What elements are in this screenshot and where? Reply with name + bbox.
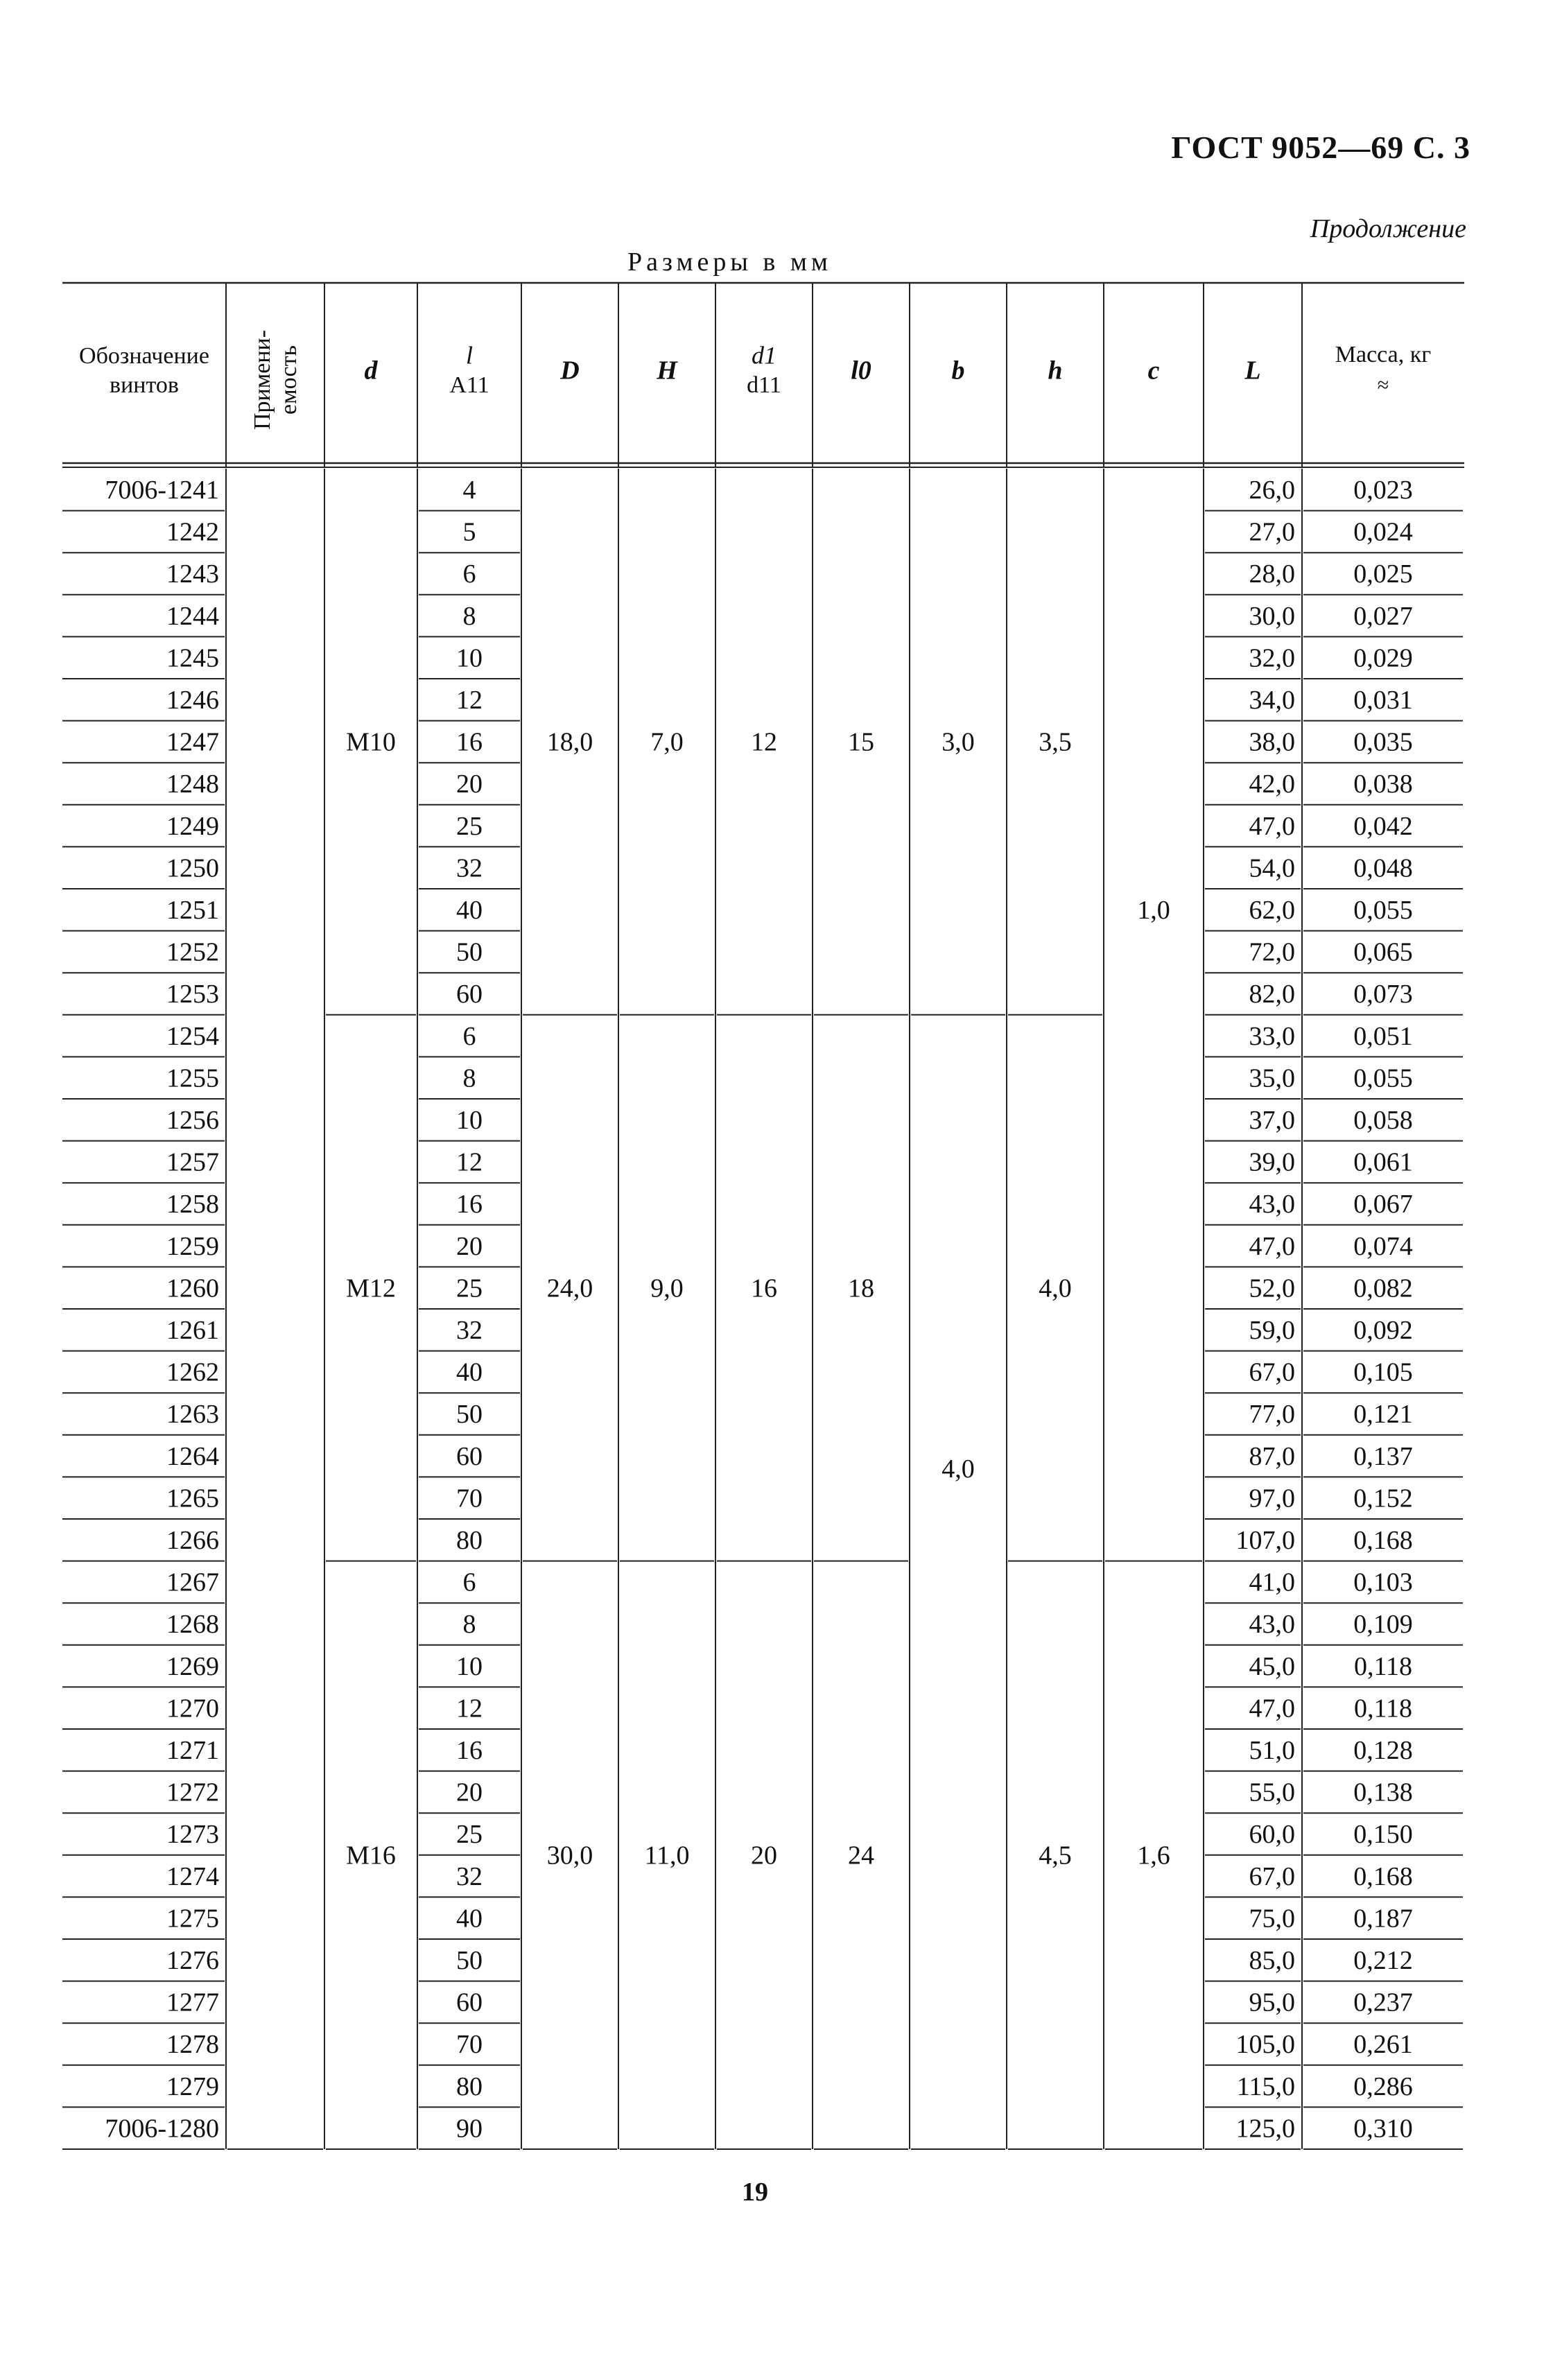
merged-l0-cell: 18 (848, 1274, 874, 1303)
designation-cell: 1266 (166, 1526, 219, 1556)
mass-cell: 0,286 (1353, 2071, 1413, 2101)
l-cell: 80 (456, 1526, 483, 1556)
header-c-label: c (1147, 356, 1160, 385)
designation-cell: 1243 (166, 559, 219, 589)
l-cell: 80 (456, 2071, 483, 2101)
continuation-note: Продолжение (1310, 214, 1466, 243)
designation-cell: 1264 (166, 1441, 219, 1471)
L-cell: 51,0 (1249, 1736, 1295, 1766)
designation-cell: 1278 (166, 2030, 219, 2060)
L-cell: 43,0 (1249, 1190, 1295, 1219)
l-cell: 6 (462, 1021, 476, 1051)
designation-cell: 1252 (166, 937, 219, 967)
mass-cell: 0,118 (1353, 1694, 1413, 1723)
designation-cell: 1262 (166, 1357, 219, 1387)
header-l-tolerance: A11 (449, 372, 489, 398)
mass-cell: 0,109 (1353, 1610, 1413, 1640)
mass-cell: 0,023 (1353, 476, 1413, 505)
mass-cell: 0,150 (1353, 1820, 1413, 1850)
l-cell: 12 (456, 1694, 483, 1723)
l-cell: 10 (456, 643, 483, 673)
l-cell: 70 (456, 1484, 483, 1513)
mass-cell: 0,168 (1353, 1526, 1413, 1556)
mass-cell: 0,121 (1353, 1400, 1413, 1430)
designation-cell: 1256 (166, 1106, 219, 1136)
header-d1-tolerance: d11 (747, 372, 781, 398)
merged-c-cell: 1,6 (1137, 1841, 1170, 1870)
document-header-title: ГОСТ 9052—69 С. 3 (1171, 130, 1470, 165)
l-cell: 8 (462, 601, 476, 631)
l-cell: 12 (456, 686, 483, 715)
L-cell: 47,0 (1249, 1231, 1295, 1261)
mass-cell: 0,103 (1353, 1567, 1413, 1597)
mass-cell: 0,027 (1353, 601, 1413, 631)
designation-cell: 1249 (166, 811, 219, 841)
header-designation-label: Обозначение (79, 342, 209, 369)
header-applicability-label: Примени-емость (250, 329, 302, 431)
merged-H-cell: 9,0 (650, 1274, 684, 1303)
designation-cell: 1259 (166, 1231, 219, 1261)
header-b-label: b (951, 356, 965, 385)
merged-h-cell: 4,0 (1039, 1274, 1072, 1303)
L-cell: 72,0 (1249, 937, 1295, 967)
designation-cell: 1250 (166, 853, 219, 883)
designation-cell: 1271 (166, 1736, 219, 1766)
designation-cell: 1244 (166, 601, 219, 631)
header-mass-label: Масса, кг (1335, 341, 1432, 367)
merged-d-cell: M10 (346, 727, 396, 757)
mass-cell: 0,261 (1353, 2030, 1413, 2060)
mass-cell: 0,105 (1353, 1357, 1413, 1387)
mass-cell: 0,065 (1353, 937, 1413, 967)
designation-cell: 1261 (166, 1316, 219, 1346)
merged-d-cell: M16 (346, 1841, 396, 1870)
mass-cell: 0,152 (1353, 1484, 1413, 1513)
L-cell: 82,0 (1249, 980, 1295, 1009)
L-cell: 38,0 (1249, 727, 1295, 757)
l-cell: 60 (456, 1988, 483, 2017)
page-number: 19 (742, 2178, 768, 2207)
merged-H-cell: 11,0 (644, 1841, 690, 1870)
designation-cell: 1279 (166, 2071, 219, 2101)
l-cell: 12 (456, 1147, 483, 1177)
designation-cell: 1276 (166, 1946, 219, 1976)
merged-D-cell: 24,0 (546, 1274, 593, 1303)
header-L-label: L (1244, 356, 1261, 385)
mass-cell: 0,082 (1353, 1274, 1413, 1303)
L-cell: 28,0 (1249, 559, 1295, 589)
l-cell: 10 (456, 1651, 483, 1681)
L-cell: 95,0 (1249, 1988, 1295, 2017)
l-cell: 60 (456, 980, 483, 1009)
l-cell: 25 (456, 1274, 483, 1303)
l-cell: 16 (456, 1736, 483, 1766)
L-cell: 43,0 (1249, 1610, 1295, 1640)
mass-cell: 0,061 (1353, 1147, 1413, 1177)
l-cell: 4 (462, 476, 476, 505)
l-cell: 6 (462, 559, 476, 589)
l-cell: 6 (462, 1567, 476, 1597)
mass-cell: 0,092 (1353, 1316, 1413, 1346)
merged-d1-cell: 20 (751, 1841, 777, 1870)
L-cell: 67,0 (1249, 1357, 1295, 1387)
designation-cell: 1277 (166, 1988, 219, 2017)
l-cell: 40 (456, 1357, 483, 1387)
merged-b-cell: 3,0 (941, 727, 975, 757)
L-cell: 34,0 (1249, 686, 1295, 715)
merged-d1-cell: 16 (751, 1274, 777, 1303)
l-cell: 90 (456, 2114, 483, 2144)
mass-cell: 0,137 (1353, 1441, 1413, 1471)
designation-cell: 1245 (166, 643, 219, 673)
L-cell: 125,0 (1235, 2114, 1295, 2144)
header-designation-label: винтов (110, 372, 179, 398)
mass-cell: 0,073 (1353, 980, 1413, 1009)
L-cell: 55,0 (1249, 1778, 1295, 1807)
merged-l0-cell: 24 (848, 1841, 874, 1870)
mass-cell: 0,128 (1353, 1736, 1413, 1766)
designation-cell: 1273 (166, 1820, 219, 1850)
merged-D-cell: 30,0 (546, 1841, 593, 1870)
mass-cell: 0,138 (1353, 1778, 1413, 1807)
header-d-label: d (364, 356, 378, 385)
merged-b-cell: 4,0 (941, 1454, 975, 1484)
designation-cell: 1253 (166, 980, 219, 1009)
designation-cell: 1270 (166, 1694, 219, 1723)
l-cell: 32 (456, 1861, 483, 1891)
L-cell: 47,0 (1249, 811, 1295, 841)
mass-cell: 0,029 (1353, 643, 1413, 673)
L-cell: 62,0 (1249, 896, 1295, 926)
L-cell: 35,0 (1249, 1063, 1295, 1093)
header-d1-label: d1 (752, 341, 776, 370)
L-cell: 77,0 (1249, 1400, 1295, 1430)
mass-cell: 0,055 (1353, 896, 1413, 926)
designation-cell: 1246 (166, 686, 219, 715)
mass-cell: 0,118 (1353, 1651, 1413, 1681)
L-cell: 47,0 (1249, 1694, 1295, 1723)
l-cell: 8 (462, 1063, 476, 1093)
L-cell: 97,0 (1249, 1484, 1295, 1513)
designation-cell: 1247 (166, 727, 219, 757)
l-cell: 50 (456, 1400, 483, 1430)
L-cell: 39,0 (1249, 1147, 1295, 1177)
l-cell: 20 (456, 1778, 483, 1807)
l-cell: 50 (456, 937, 483, 967)
L-cell: 107,0 (1235, 1526, 1295, 1556)
L-cell: 87,0 (1249, 1441, 1295, 1471)
designation-cell: 1251 (166, 896, 219, 926)
L-cell: 33,0 (1249, 1021, 1295, 1051)
merged-h-cell: 3,5 (1039, 727, 1072, 757)
designation-cell: 1269 (166, 1651, 219, 1681)
header-h-label: h (1048, 356, 1063, 385)
header-mass-approx: ≈ (1377, 373, 1389, 397)
l-cell: 40 (456, 1904, 483, 1934)
designation-cell: 1263 (166, 1400, 219, 1430)
L-cell: 54,0 (1249, 853, 1295, 883)
mass-cell: 0,237 (1353, 1988, 1413, 2017)
l-cell: 5 (462, 517, 476, 547)
designation-cell: 1242 (166, 517, 219, 547)
l-cell: 10 (456, 1106, 483, 1136)
header-H-label: H (657, 356, 677, 385)
merged-d-cell: M12 (346, 1274, 396, 1303)
mass-cell: 0,051 (1353, 1021, 1413, 1051)
l-cell: 16 (456, 1190, 483, 1219)
l-cell: 40 (456, 896, 483, 926)
L-cell: 32,0 (1249, 643, 1295, 673)
units-caption: Размеры в мм (627, 247, 832, 277)
L-cell: 59,0 (1249, 1316, 1295, 1346)
header-D-label: D (560, 356, 580, 385)
L-cell: 105,0 (1235, 2030, 1295, 2060)
mass-cell: 0,048 (1353, 853, 1413, 883)
mass-cell: 0,058 (1353, 1106, 1413, 1136)
L-cell: 75,0 (1249, 1904, 1295, 1934)
L-cell: 37,0 (1249, 1106, 1295, 1136)
L-cell: 27,0 (1249, 517, 1295, 547)
designation-cell: 1257 (166, 1147, 219, 1177)
mass-cell: 0,031 (1353, 686, 1413, 715)
L-cell: 45,0 (1249, 1651, 1295, 1681)
l-cell: 25 (456, 811, 483, 841)
mass-cell: 0,187 (1353, 1904, 1413, 1934)
designation-cell: 7006-1241 (105, 476, 219, 505)
l-cell: 20 (456, 1231, 483, 1261)
l-cell: 16 (456, 727, 483, 757)
merged-h-cell: 4,5 (1039, 1841, 1072, 1870)
designation-cell: 1260 (166, 1274, 219, 1303)
designation-cell: 1255 (166, 1063, 219, 1093)
designation-cell: 1265 (166, 1484, 219, 1513)
l-cell: 20 (456, 770, 483, 799)
l-cell: 32 (456, 1316, 483, 1346)
merged-l0-cell: 15 (848, 727, 874, 757)
mass-cell: 0,025 (1353, 559, 1413, 589)
mass-cell: 0,310 (1353, 2114, 1413, 2144)
L-cell: 67,0 (1249, 1861, 1295, 1891)
mass-cell: 0,042 (1353, 811, 1413, 841)
header-l-label: l (465, 341, 474, 370)
designation-cell: 1272 (166, 1778, 219, 1807)
mass-cell: 0,038 (1353, 770, 1413, 799)
merged-H-cell: 7,0 (650, 727, 684, 757)
l-cell: 60 (456, 1441, 483, 1471)
mass-cell: 0,055 (1353, 1063, 1413, 1093)
designation-cell: 7006-1280 (105, 2114, 219, 2144)
designation-cell: 1258 (166, 1190, 219, 1219)
mass-cell: 0,024 (1353, 517, 1413, 547)
mass-cell: 0,212 (1353, 1946, 1413, 1976)
L-cell: 42,0 (1249, 770, 1295, 799)
l-cell: 8 (462, 1610, 476, 1640)
designation-cell: 1267 (166, 1567, 219, 1597)
designation-cell: 1248 (166, 770, 219, 799)
L-cell: 41,0 (1249, 1567, 1295, 1597)
L-cell: 85,0 (1249, 1946, 1295, 1976)
L-cell: 30,0 (1249, 601, 1295, 631)
designation-cell: 1274 (166, 1861, 219, 1891)
merged-d1-cell: 12 (751, 727, 777, 757)
merged-D-cell: 18,0 (546, 727, 593, 757)
l-cell: 25 (456, 1820, 483, 1850)
L-cell: 52,0 (1249, 1274, 1295, 1303)
mass-cell: 0,035 (1353, 727, 1413, 757)
L-cell: 26,0 (1249, 476, 1295, 505)
L-cell: 60,0 (1249, 1820, 1295, 1850)
designation-cell: 1275 (166, 1904, 219, 1934)
l-cell: 50 (456, 1946, 483, 1976)
L-cell: 115,0 (1236, 2071, 1295, 2101)
l-cell: 70 (456, 2030, 483, 2060)
designation-cell: 1268 (166, 1610, 219, 1640)
mass-cell: 0,168 (1353, 1861, 1413, 1891)
merged-c-cell: 1,0 (1137, 896, 1170, 926)
l-cell: 32 (456, 853, 483, 883)
mass-cell: 0,074 (1353, 1231, 1413, 1261)
designation-cell: 1254 (166, 1021, 219, 1051)
header-l0-label: l0 (851, 356, 871, 385)
mass-cell: 0,067 (1353, 1190, 1413, 1219)
